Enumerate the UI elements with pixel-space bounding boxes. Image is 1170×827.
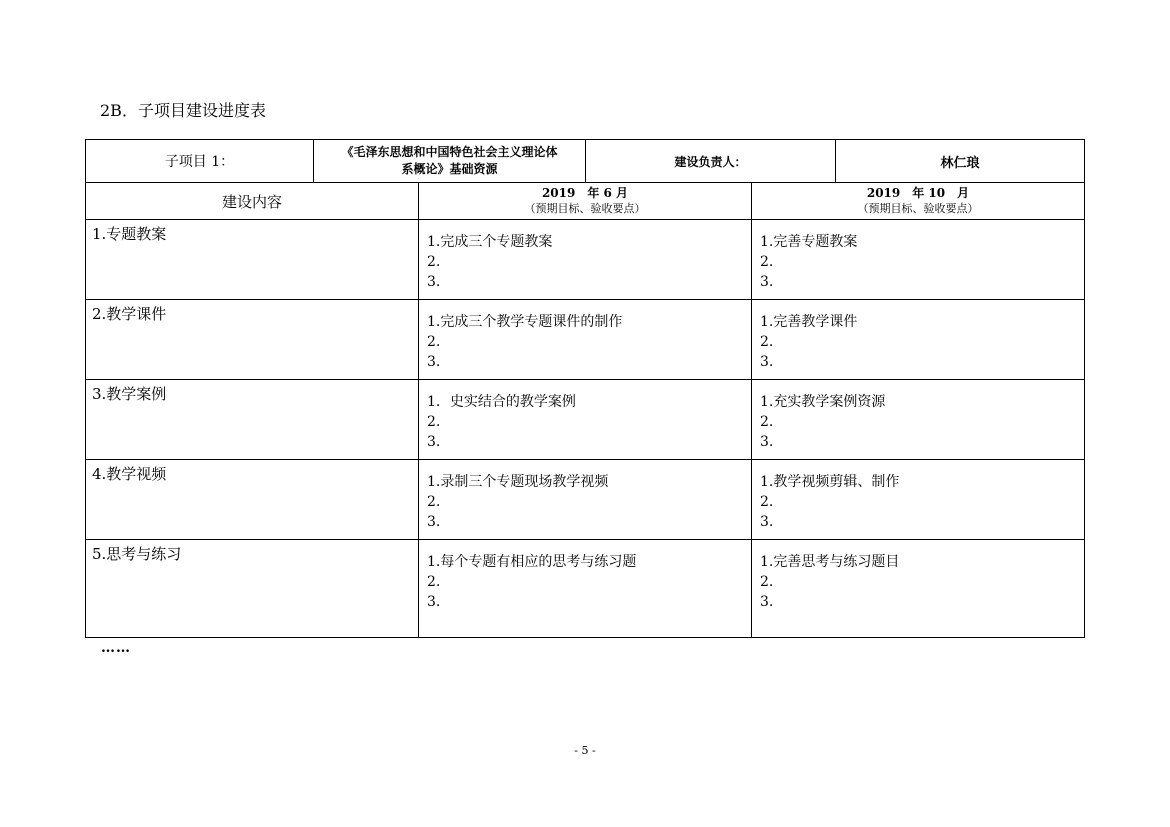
header-content: 建设内容: [86, 183, 419, 220]
goal-line: 2.: [427, 494, 441, 510]
row-goals-c2: [752, 220, 1085, 300]
row-category: 2.教学课件: [86, 300, 419, 380]
lead-label: 建设负责人：: [586, 140, 836, 183]
header-date1-label: 2019 年 6 月: [541, 186, 629, 200]
goal-line: 3.: [760, 594, 774, 610]
goal-line: 2.: [427, 574, 441, 590]
goal-line: 1.完成三个教学专题课件的制作: [427, 314, 623, 330]
goal-line: 1.完善思考与练习题目: [760, 554, 900, 570]
row-goals-c1: [419, 300, 752, 380]
row-goals-c1: [419, 220, 752, 300]
goal-line: 1.完成三个专题教案: [427, 234, 553, 250]
goal-line: 3.: [427, 514, 441, 530]
row-category: 1.专题教案: [86, 220, 419, 300]
goal-line: 1.完善教学课件: [760, 314, 858, 330]
table-row: [86, 220, 1085, 300]
goal-line: 3.: [427, 594, 441, 610]
goal-line: 1.充实教学案例资源: [760, 394, 886, 410]
header-date2: [752, 183, 1085, 220]
row-goals-c1: [419, 380, 752, 460]
project-name-line2: 系概论》基础资源: [401, 162, 498, 176]
row-goals-c2: [752, 540, 1085, 638]
lead-name: 林仁琅: [836, 140, 1085, 183]
row-category: 3.教学案例: [86, 380, 419, 460]
goal-line: 2.: [760, 494, 774, 510]
goal-line: 2.: [760, 254, 774, 270]
header-date2-sub: （预期目标、验收要点）: [857, 202, 979, 215]
row-goals-c2: [752, 300, 1085, 380]
table-row: [86, 540, 1085, 638]
goal-line: 3.: [427, 354, 441, 370]
goal-line: 3.: [760, 354, 774, 370]
row-category: 4.教学视频: [86, 460, 419, 540]
header-date2-label: 2019 年 10 月: [866, 186, 970, 200]
ellipsis: ……: [101, 640, 131, 656]
goal-line: 3.: [760, 434, 774, 450]
table-row: [86, 380, 1085, 460]
goal-line: 2.: [427, 414, 441, 430]
project-name-line1: 《毛泽东思想和中国特色社会主义理论体: [341, 145, 558, 159]
project-name: [314, 140, 586, 183]
table-row: [86, 300, 1085, 380]
goal-line: 3.: [760, 514, 774, 530]
goal-line: 1.每个专题有相应的思考与练习题: [427, 554, 637, 570]
goal-line: 2.: [427, 254, 441, 270]
page-number: - 5 -: [574, 744, 596, 757]
subproject-header-table: [85, 139, 1085, 183]
header-date1-sub: （预期目标、验收要点）: [524, 202, 646, 215]
goal-line: 1.教学视频剪辑、制作: [760, 474, 900, 490]
progress-table: [85, 182, 1085, 638]
table-row: [86, 460, 1085, 540]
goal-line: 2.: [427, 334, 441, 350]
table-header-row: [86, 183, 1085, 220]
goal-line: 2.: [760, 574, 774, 590]
goal-line: 1．史实结合的教学案例: [427, 394, 576, 410]
goal-line: 2.: [760, 334, 774, 350]
goal-line: 3.: [760, 274, 774, 290]
goal-line: 3.: [427, 434, 441, 450]
row-goals-c1: [419, 460, 752, 540]
subproject-label: 子项目 1：: [86, 140, 314, 183]
row-goals-c2: [752, 460, 1085, 540]
goal-line: 3.: [427, 274, 441, 290]
section-heading: 2B．子项目建设进度表: [100, 101, 266, 120]
goal-line: 2.: [760, 414, 774, 430]
row-goals-c1: [419, 540, 752, 638]
row-goals-c2: [752, 380, 1085, 460]
goal-line: 1.完善专题教案: [760, 234, 858, 250]
goal-line: 1.录制三个专题现场教学视频: [427, 474, 609, 490]
header-date1: [419, 183, 752, 220]
row-category: 5.思考与练习: [86, 540, 419, 638]
